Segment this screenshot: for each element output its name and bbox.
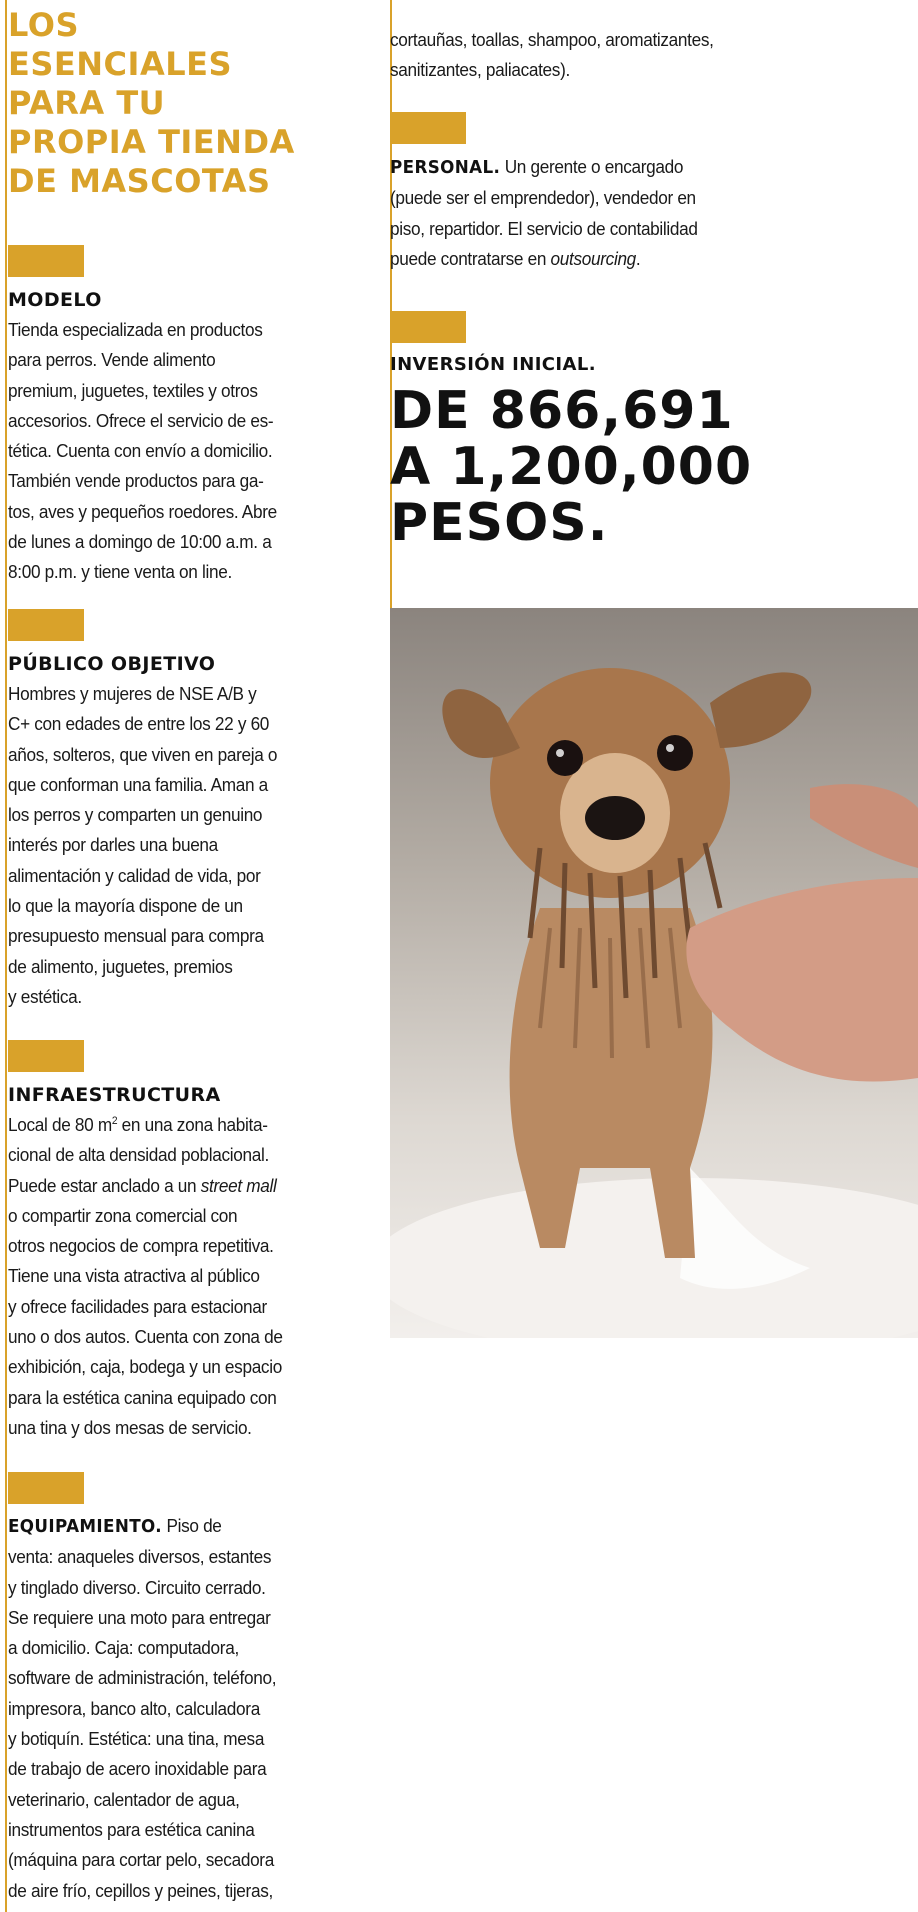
body-line: PERSONAL. Un gerente o encargado <box>390 156 684 178</box>
human-hand-top <box>810 784 918 868</box>
body-line: Puede estar anclado a un street mall <box>8 1174 277 1196</box>
section-bar-equipamiento <box>8 1472 84 1504</box>
body-line: y ofrece facilidades para estacionar <box>8 1295 267 1317</box>
section-bar-publico <box>8 609 84 641</box>
body-line: para la estética canina equipado con <box>8 1386 277 1408</box>
body-line: Tiene una vista atractiva al público <box>8 1265 260 1287</box>
body-line: a domicilio. Caja: computadora, <box>8 1637 239 1659</box>
dog-right-ear <box>710 672 811 748</box>
body-line: (puede ser el emprendedor), vendedor en <box>390 187 696 209</box>
body-line: los perros y comparten un genuino <box>8 804 263 826</box>
body-line: premium, juguetes, textiles y otros <box>8 379 258 401</box>
body-line: lo que la mayoría dispone de un <box>8 895 243 917</box>
section-bar-modelo <box>8 245 84 277</box>
body-line: veterinario, calentador de agua, <box>8 1788 240 1810</box>
publico-heading: PÚBLICO OBJETIVO <box>8 653 216 675</box>
body-line: Hombres y mujeres de NSE A/B y <box>8 683 257 704</box>
tub-floor <box>390 1178 918 1338</box>
body-line: cortauñas, toallas, shampoo, aromatizantes, <box>390 29 714 50</box>
modelo-body <box>8 315 277 588</box>
body-line: accesorios. Ofrece el servicio de es- <box>8 409 274 431</box>
section-bar-infraestructura <box>8 1040 84 1072</box>
body-line: cional de alta densidad poblacional. <box>8 1144 269 1166</box>
body-line: años, solteros, que viven en pareja o <box>8 743 278 765</box>
body-line: de aire frío, cepillos y peines, tijeras, <box>8 1879 273 1901</box>
equipamiento-heading: EQUIPAMIENTO. <box>8 1516 162 1537</box>
body-line: uno o dos autos. Cuenta con zona de <box>8 1326 283 1348</box>
page-title <box>8 6 338 201</box>
superscript: 2 <box>111 1114 118 1127</box>
body-line: o compartir zona comercial con <box>8 1204 238 1226</box>
body-line: puede contratarse en outsourcing. <box>390 247 641 269</box>
investment-amount <box>390 383 890 551</box>
personal-body <box>390 152 698 274</box>
body-line: y botiquín. Estética: una tina, mesa <box>8 1728 265 1750</box>
body-line: Se requiere una moto para entregar <box>8 1606 271 1628</box>
amount-line: A 1,200,000 <box>390 437 753 497</box>
body-line: de alimento, juguetes, premios <box>8 955 233 977</box>
body-line: También vende productos para ga- <box>8 470 264 492</box>
body-line: (máquina para cortar pelo, secadora <box>8 1849 274 1871</box>
body-line: instrumentos para estética canina <box>8 1818 255 1840</box>
inversion-heading: INVERSIÓN INICIAL. <box>390 354 596 375</box>
body-line: y estética. <box>8 985 82 1007</box>
body-line: impresora, banco alto, calculadora <box>8 1697 260 1719</box>
title-line: PARA TU <box>8 84 166 122</box>
body-line: otros negocios de compra repetitiva. <box>8 1235 274 1257</box>
dog-bath-photo <box>390 608 918 1338</box>
dog-right-eye <box>657 735 693 771</box>
eye-glint <box>666 744 674 752</box>
section-bar-personal <box>390 112 466 144</box>
body-line: Local de 80 $m^2$ en una zona habita- <box>8 1114 268 1135</box>
title-line: ESENCIALES <box>8 45 232 83</box>
body-line: presupuesto mensual para compra <box>8 925 264 947</box>
body-line: y tinglado diverso. Circuito cerrado. <box>8 1576 266 1598</box>
body-line: venta: anaqueles diversos, estantes <box>8 1546 272 1568</box>
section-bar-inversion <box>390 311 466 343</box>
body-line: sanitizantes, paliacates). <box>390 59 570 81</box>
title-line: PROPIA TIENDA <box>8 123 295 161</box>
body-line: una tina y dos mesas de servicio. <box>8 1416 252 1438</box>
wet-dog-illustration <box>390 608 918 1338</box>
eye-glint <box>556 749 564 757</box>
italic-text: street mall <box>200 1174 277 1196</box>
body-line: de trabajo de acero inoxidable para <box>8 1758 267 1780</box>
human-hand <box>686 878 918 1081</box>
infraestructura-body <box>8 1110 283 1443</box>
amount-line: DE 866,691 <box>390 381 734 441</box>
body-line: de lunes a domingo de 10:00 a.m. a <box>8 531 272 553</box>
dog-nose <box>585 796 645 840</box>
italic-text: outsourcing <box>550 247 636 269</box>
body-line: piso, repartidor. El servicio de contabilidad <box>390 217 698 239</box>
dog-left-eye <box>547 740 583 776</box>
modelo-heading: MODELO <box>8 289 102 311</box>
personal-heading: PERSONAL. <box>390 157 501 178</box>
body-line: tética. Cuenta con envío a domicilio. <box>8 440 273 462</box>
body-line: C+ con edades de entre los 22 y 60 <box>8 713 270 735</box>
equipamiento-continued <box>390 25 714 86</box>
body-line: 8:00 p.m. y tiene venta on line. <box>8 561 232 583</box>
title-line: LOS <box>8 6 79 44</box>
body-line: para perros. Vende alimento <box>8 349 216 371</box>
body-line: EQUIPAMIENTO. Piso de <box>8 1515 222 1537</box>
publico-body <box>8 679 277 1012</box>
amount-line: PESOS. <box>390 493 609 553</box>
equipamiento-body <box>8 1511 276 1906</box>
body-line: software de administración, teléfono, <box>8 1667 277 1689</box>
body-line: alimentación y calidad de vida, por <box>8 864 261 886</box>
body-line: exhibición, caja, bodega y un espacio <box>8 1356 282 1378</box>
body-line: Tienda especializada en productos <box>8 319 263 340</box>
left-column-rule <box>5 0 7 1912</box>
body-line: interés por darles una buena <box>8 834 218 856</box>
infraestructura-heading: INFRAESTRUCTURA <box>8 1084 221 1106</box>
title-line: DE MASCOTAS <box>8 162 271 200</box>
body-line: que conforman una familia. Aman a <box>8 773 268 795</box>
body-line: tos, aves y pequeños roedores. Abre <box>8 500 277 522</box>
